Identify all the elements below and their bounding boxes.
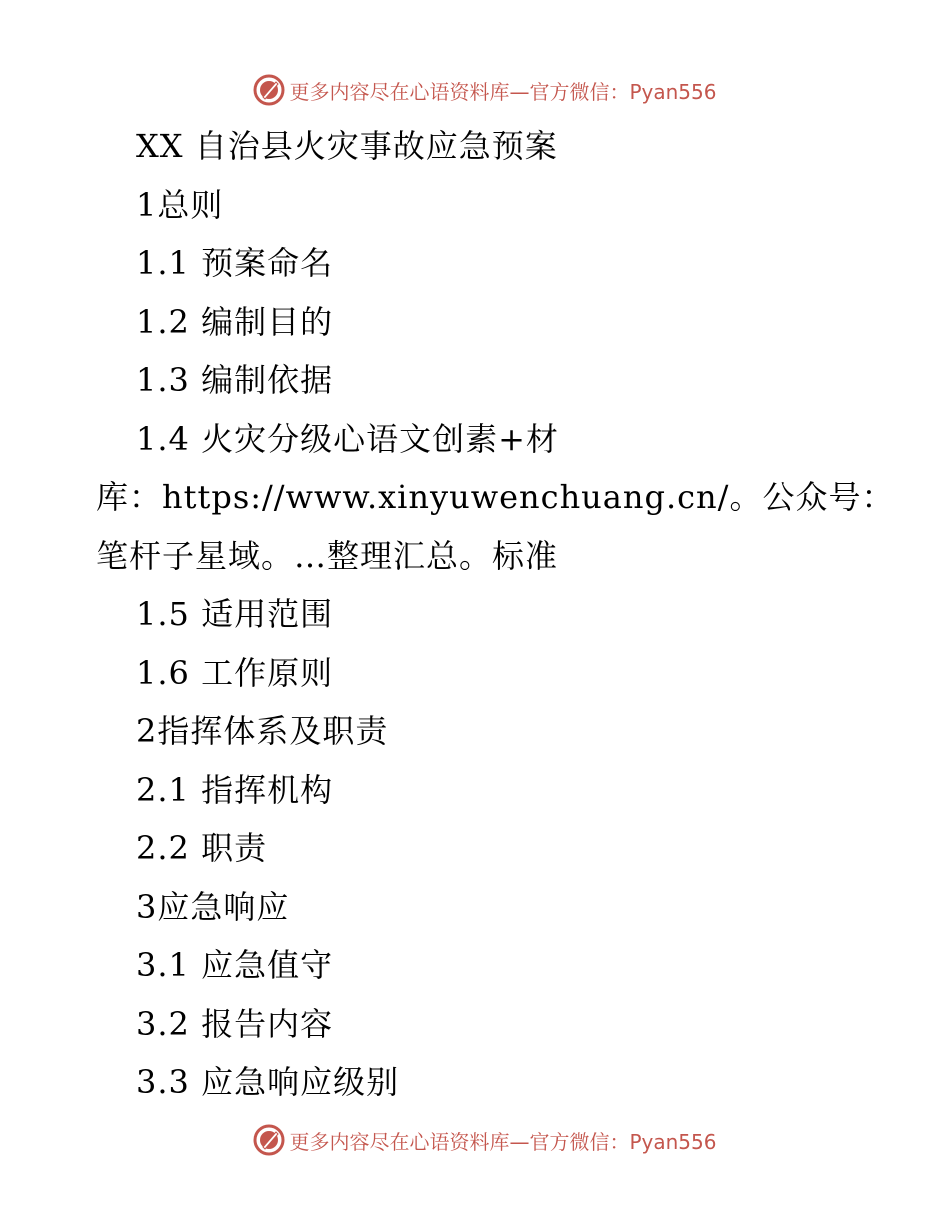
subsection-1-4-continuation-2: 笔杆子星域。…整理汇总。标准: [96, 536, 559, 575]
section-heading-1: 1总则: [136, 185, 224, 224]
header-watermark-banner: [0, 70, 950, 110]
section-heading-2: 2指挥体系及职责: [136, 712, 389, 750]
document-title: XX 自治县火灾事故应急预案: [136, 127, 558, 165]
subsection-1-4-continuation-1: 库：https://www.xinyuwenchuang.cn/。公众号：: [96, 478, 895, 516]
document-body: [96, 117, 895, 1112]
subsection-1-5: 1.5 适用范围: [136, 595, 334, 633]
section-heading-3: 3应急响应: [136, 887, 290, 926]
footer-watermark-text: 更多内容尽在心语资料库—官方微信：Pyan556: [289, 1129, 717, 1154]
subsection-1-3: 1.3 编制依据: [136, 361, 334, 399]
subsection-1-6: 1.6 工作原则: [136, 653, 334, 692]
subsection-3-2: 3.2 报告内容: [136, 1004, 334, 1043]
header-watermark-text: 更多内容尽在心语资料库—官方微信：Pyan556: [289, 79, 717, 104]
subsection-3-1: 3.1 应急值守: [136, 946, 334, 984]
subsection-2-1: 2.1 指挥机构: [136, 770, 334, 809]
footer-watermark-content: [253, 1124, 716, 1156]
quill-pen-logo-icon: [253, 74, 285, 106]
header-watermark-content: [253, 74, 716, 106]
subsection-1-1: 1.1 预案命名: [136, 244, 334, 282]
subsection-1-2: 1.2 编制目的: [136, 302, 334, 341]
footer-watermark-banner: [0, 1120, 950, 1160]
subsection-3-3: 3.3 应急响应级别: [136, 1063, 400, 1101]
subsection-1-4: 1.4 火灾分级心语文创素+材: [136, 419, 559, 458]
quill-pen-logo-icon: [253, 1124, 285, 1156]
subsection-2-2: 2.2 职责: [136, 829, 268, 867]
